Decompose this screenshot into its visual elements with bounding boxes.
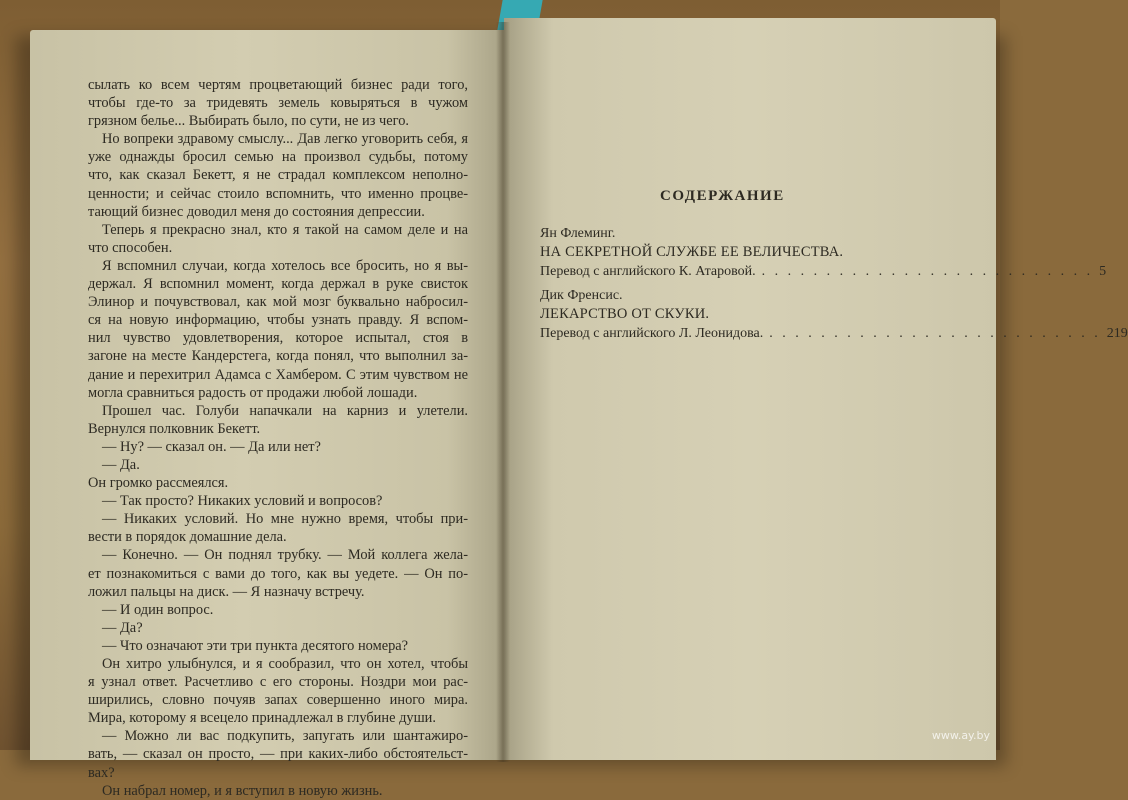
watermark: www.ay.by — [931, 729, 990, 742]
text-line: — Ну? — сказал он. — Да или нет? — [102, 438, 321, 455]
text-line: — Так просто? Никаких условий и вопросов? — [102, 493, 383, 510]
text-line: ет познакомиться с вами до того, как вы уедете. — Он по- — [88, 565, 468, 582]
toc-entry-author: Дик Френсис. — [540, 288, 623, 303]
text-line: Элинор и почувствовал, как мой мозг буквально набросил- — [88, 294, 468, 311]
toc-entry-author: Ян Флеминг. — [540, 226, 616, 241]
toc-entry-title: НА СЕКРЕТНОЙ СЛУЖБЕ ЕЕ ВЕЛИЧЕСТВА. — [540, 244, 844, 260]
text-line: — Да? — [102, 619, 143, 636]
right-page — [504, 18, 996, 760]
text-line: — Никаких условий. Но мне нужно время, чтобы при- — [102, 511, 468, 528]
text-line: уже однажды бросил семью на произвол судьбы, потому — [88, 149, 468, 166]
left-page-text — [88, 76, 468, 800]
text-line: Но вопреки здравому смыслу... Дав легко уговорить себя, я — [102, 131, 468, 148]
text-line: — Конечно. — Он поднял трубку. — Мой коллега жела- — [102, 547, 468, 564]
text-line: — И один вопрос. — [102, 601, 214, 618]
text-line: Вернулся полковник Бекетт. — [88, 420, 261, 437]
toc-entry-1 — [540, 224, 1107, 281]
toc-entry-translation: Перевод с английского Л. Леонидова. — [540, 326, 764, 341]
text-line: Он хитро улыбнулся, и я сообразил, что он хотел, чтобы — [102, 656, 468, 672]
text-line: сылать ко всем чертям процветающий бизнес ради того, — [88, 77, 468, 93]
text-line: ся на новую информацию, чтобы узнать правду. Я вспом- — [88, 312, 468, 329]
toc-entry-title: ЛЕКАРСТВО ОТ СКУКИ. — [540, 306, 710, 322]
text-line: дание и перехитрил Адамса с Хамбером. С этим чувством не — [88, 366, 468, 383]
toc-entry-2 — [540, 286, 1128, 343]
toc-heading: СОДЕРЖАНИЕ — [660, 188, 785, 204]
toc-leader-dots: . . . . . . . . . . . . . . . . . . . . . . . . . . — [769, 326, 1101, 341]
text-line: загоне на месте Кандерстега, когда понял, что выполнил за- — [88, 348, 468, 365]
text-line: что, как сказал Бекетт, я не страдал комплексом неполно- — [88, 167, 468, 184]
book-gutter — [496, 22, 510, 762]
toc-entry-translation: Перевод с английского К. Атаровой. — [540, 264, 756, 279]
text-line: — Что означают эти три пункта десятого номера? — [102, 637, 409, 654]
text-line: тающий бизнес доводил меня до состояния депрессии. — [88, 203, 425, 220]
text-line: что способен. — [88, 239, 173, 256]
text-line: — Да. — [102, 456, 140, 473]
toc-entry-row — [540, 262, 1107, 281]
toc-entry-row — [540, 324, 1128, 343]
text-line: могла сравниться радость от продажи любой лошади. — [88, 384, 418, 401]
text-line: грязном белье... Выбирать было, по сути, не из чего. — [88, 113, 409, 130]
toc-entry-page: 5 — [1099, 264, 1107, 279]
text-line: ширились, словно почуяв запах совершенно иного мира. — [88, 692, 468, 709]
text-line: Теперь я прекрасно знал, кто я такой на самом деле и на — [102, 221, 468, 238]
text-line: Мира, которому я всецело принадлежал в глубине души. — [88, 710, 436, 727]
toc-entry-page: 219 — [1106, 326, 1128, 341]
text-line: Я вспомнил случаи, когда хотелось все бросить, но я вы- — [102, 257, 468, 274]
text-line: нил чувство удовлетворения, которое испытал, стоя в — [88, 330, 468, 347]
text-line: вести в порядок домашние дела. — [88, 529, 287, 546]
text-line: держал. Я вспомнил момент, когда держал в руке свисток — [88, 276, 468, 293]
text-line: я узнал ответ. Расчетливо с его стороны. Ноздри мои рас- — [88, 674, 468, 691]
text-line: Прошел час. Голуби напачкали на карниз и улетели. — [102, 402, 468, 419]
toc-leader-dots: . . . . . . . . . . . . . . . . . . . . . . . . . . — [761, 264, 1094, 279]
text-line: вать, — сказал он просто, — при каких-либо обстоятельст- — [88, 746, 468, 763]
text-line: Он набрал номер, и я вступил в новую жизнь. — [102, 782, 383, 799]
text-line: вах? — [88, 764, 115, 781]
text-line: чтобы где-то за тридевять земель ковыряться в чужом — [88, 95, 468, 112]
text-line: ложил пальцы на диск. — Я назначу встречу. — [88, 583, 365, 600]
text-line: Он громко рассмеялся. — [88, 475, 229, 492]
text-line: — Можно ли вас подкупить, запугать или шантажиро- — [102, 728, 468, 745]
text-line: ценности; и сейчас стоило вспомнить, что именно процве- — [88, 185, 468, 202]
